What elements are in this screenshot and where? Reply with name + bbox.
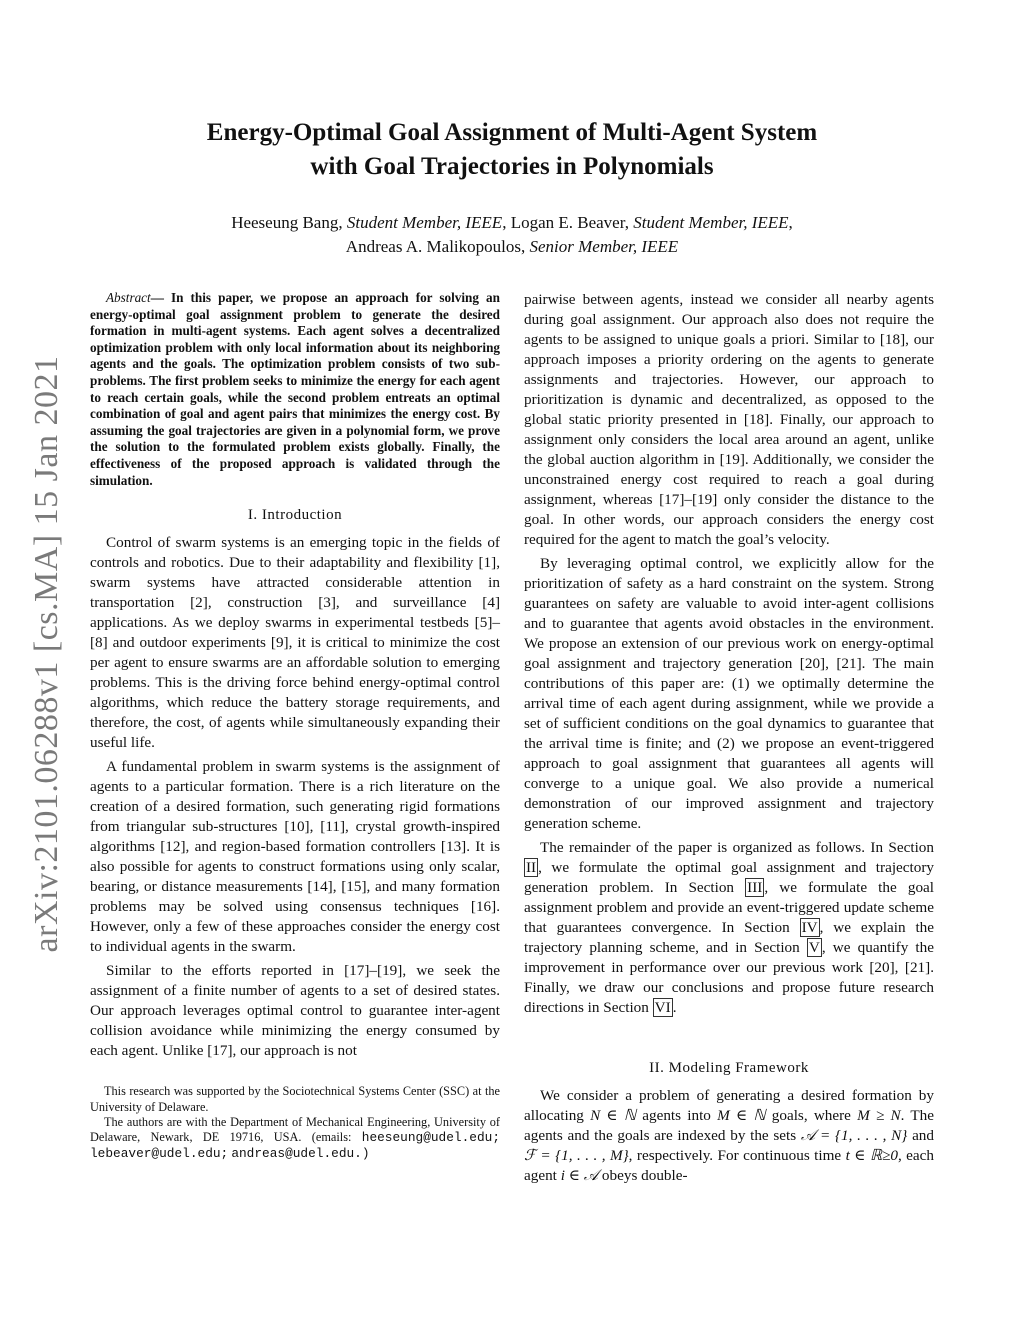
text-run: The remainder of the paper is organized as follows. In Section — [540, 839, 934, 856]
text-run: , we quantify the improvement in performance over our previous work [20], [21]. Finally, we draw our conclusions and propose future research directions in Section — [524, 939, 934, 1016]
punctuation: , — [788, 213, 793, 232]
right-column — [524, 290, 934, 1190]
math-inline: 𝒜 = {1, . . . , N} — [800, 1127, 908, 1144]
author-role: Senior Member, IEEE — [529, 237, 679, 256]
section-link-ii[interactable]: II — [526, 859, 537, 876]
abstract-label: Abstract — [106, 290, 151, 305]
text-run: , we explain the trajectory planning scheme, and in Section — [524, 919, 935, 956]
paper-title — [150, 116, 874, 184]
paragraph: A fundamental problem in swarm systems is the assignment of agents to a particular formation. There is a rich literature on the creation of a desired formation, such generating rigid formations from triangular sub-structures [10], [11], crystal growth-inspired algorithms [12], and region-based formation controllers [13]. It is also possible for agents to construct formations using only scalar, bearing, or distance measurements [14], [15], and many formation problems may be solved using consensus techniques [16]. However, only a few of these approaches consider the energy cost to individual agents in the swarm. — [90, 758, 500, 956]
math-inline: ℱ = {1, . . . , M} — [524, 1147, 629, 1164]
section-heading-modeling-framework: II. Modeling Framework — [649, 1060, 809, 1076]
abstract-dash: — — [150, 290, 164, 305]
author-line-1 — [150, 211, 874, 235]
math-inline: M ∈ ℕ — [717, 1107, 766, 1124]
email-link[interactable]: andreas@udel.edu.) — [231, 1145, 370, 1161]
email-link[interactable]: lebeaver@udel.edu; — [90, 1145, 229, 1161]
section-link-v[interactable]: V — [808, 939, 820, 956]
text-run: , we formulate the optimal goal assignment and trajectory generation problem. In Section — [524, 859, 934, 896]
text-run: , each agent — [524, 1147, 934, 1184]
math-inline: i ∈ 𝒜 — [560, 1167, 599, 1184]
text-run: We consider a problem of generating a desired formation by allocating — [524, 1087, 934, 1124]
title-line-1: Energy-Optimal Goal Assignment of Multi-Agent System — [206, 119, 818, 146]
author-name: Andreas A. Malikopoulos, — [345, 237, 526, 256]
text-run: and — [912, 1127, 934, 1144]
math-inline: N ∈ ℕ — [590, 1107, 637, 1124]
abstract-text: In this paper, we propose an approach for solving an energy-optimal goal assignment problem to generate the desired formation in multi-agent systems. Each agent solves a decentralized optimization problem with only local information about its neighboring agents and the goals. The optimization problem consists of two sub-problems. The first problem seeks to minimize the energy for each agent to reach certain goals, while the second problem entreats an optimal combination of goal and agent pairs that minimizes the energy cost. By assuming the goal trajectories are given in a polynomial form, we prove the solution to the formulated problem exists globally. Finally, the effectiveness of the proposed approach is validated through the simulation. — [90, 290, 500, 488]
author-role: Student Member, IEEE — [633, 213, 789, 232]
paragraph: Control of swarm systems is an emerging topic in the fields of controls and robotics. Due to their adaptability and flexibility [1], swarm systems have attracted considerable attention in transportation [2], construction [3], and surveillance [4] applications. As we deploy swarms in experimental testbeds [5]–[8] and outdoor experiments [9], it is critical to minimize the cost per agent to ensure swarms are an affordable solution to emerging problems. This is the driving force behind energy-optimal control algorithms, which reduce the battery storage requirements, and therefore, the cost, of agents while simultaneously expanding their useful life. — [90, 534, 500, 752]
paragraph: Similar to the efforts reported in [17]–[19], we seek the assignment of a finite number of agents to a set of desired states. Our approach leverages optimal control to guarantee inter-agent collision avoidance while minimizing the energy consumed by each agent. Unlike [17], our approach is not — [90, 962, 500, 1060]
title-line-2: with Goal Trajectories in Polynomials — [310, 153, 714, 180]
paragraph — [524, 1086, 934, 1186]
author-name: Heeseung Bang, — [231, 213, 343, 232]
footnote-funding: This research was supported by the Sociotechnical Systems Center (SSC) at the University of Delaware. — [90, 1084, 500, 1114]
email-link[interactable]: heeseung@udel.edu; — [361, 1130, 500, 1146]
section-link-vi[interactable]: VI — [654, 999, 671, 1016]
footnote-affiliation-text: The authors are with the Department of Mechanical Engineering, University of Delaware, Newark, DE 19716, USA. (emails: — [90, 1114, 500, 1145]
abstract — [90, 290, 500, 489]
author-role: Student Member, IEEE — [346, 213, 503, 232]
author-list — [150, 211, 874, 259]
text-run: goals, where — [771, 1107, 851, 1124]
author-line-2 — [150, 235, 874, 259]
text-run: . — [672, 999, 677, 1016]
paragraph-outline — [524, 838, 934, 1018]
text-run: , respectively. For continuous time — [628, 1147, 842, 1164]
text-run: obeys double- — [601, 1167, 688, 1184]
footnote-affiliation — [90, 1115, 500, 1161]
paragraph: By leveraging optimal control, we explicitly allow for the prioritization of safety as a hard constraint on the system. Strong guarantees on safety are valuable to avoid inter-agent collisions and to guarantee that agents avoid obstacles in the environment. We propose an extension of our previous work on energy-optimal goal assignment and trajectory generation [20], [21]. The main contributions of this paper are: (1) we optimally determine the arrival time of each agent during assignment, while we provide a set of sufficient conditions on the goal dynamics to guarantee that the arrival time is finite; and (2) we propose an event-triggered approach to goal assignment that guarantees all agents will converge to a unique goal. We also provide a numerical demonstration of our improved assignment and trajectory generation scheme. — [524, 555, 934, 832]
left-column — [90, 290, 500, 1161]
section-link-iv[interactable]: IV — [801, 919, 818, 936]
paragraph: pairwise between agents, instead we consider all nearby agents during goal assignment. Our approach also does not require the agents to be assigned to unique goals a priori. Similar to [18], our approach imposes a priority ordering on the agents to generate assignments and trajectories. However, our approach to prioritization is dynamic and decentralized, as opposed to the global static priority presented in [18]. Finally, our approach to assignment only considers the local area around an agent, unlike the global auction algorithm in [19]. Additionally, we consider the unconstrained energy cost required to reach a goal during assignment, whereas [17]–[19] only consider the distance to the goal. In other words, our approach considers the energy cost required for the agent to match the goal’s velocity. — [524, 291, 934, 548]
math-inline: t ∈ ℝ≥0 — [845, 1147, 898, 1164]
math-inline: M ≥ N — [857, 1107, 901, 1124]
text-run: . The agents and the goals are indexed by the sets — [524, 1107, 935, 1144]
text-run: agents into — [642, 1107, 711, 1124]
arxiv-stamp: arXiv:2101.06288v1 [cs.MA] 15 Jan 2021 — [28, 355, 65, 953]
section-link-iii[interactable]: III — [747, 879, 763, 896]
author-name: , Logan E. Beaver, — [502, 213, 629, 232]
text-run: , we formulate the goal assignment problem and provide an event-triggered update scheme that guarantees convergence. In Section — [524, 879, 934, 936]
section-heading-introduction: I. Introduction — [247, 507, 343, 524]
